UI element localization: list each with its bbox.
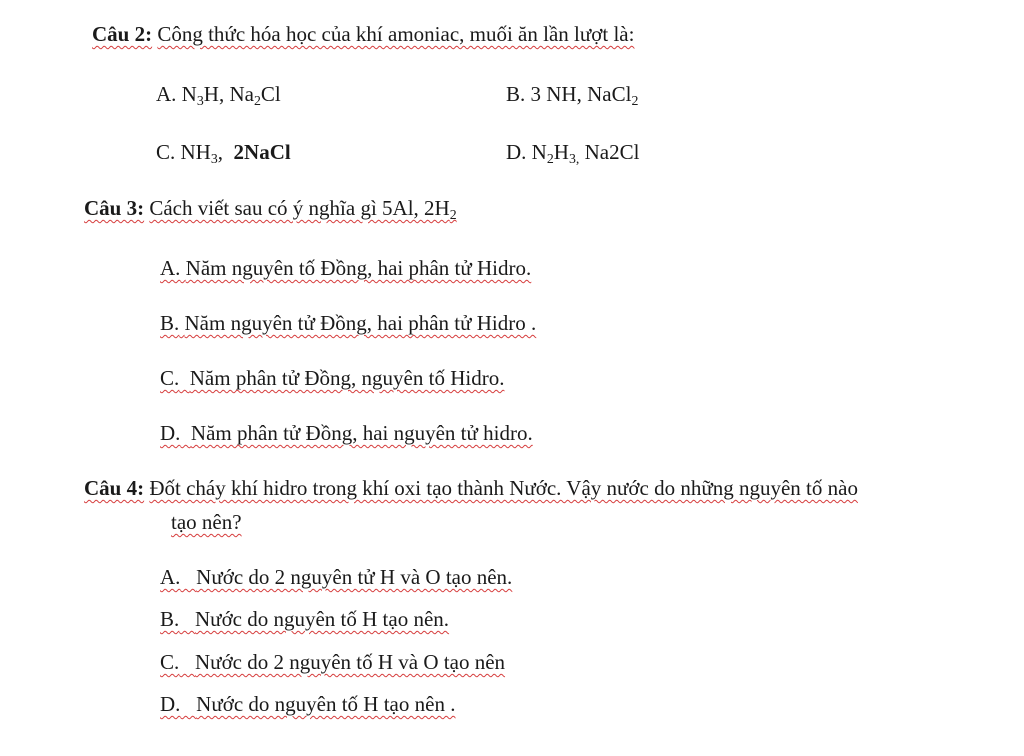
question-3-option-d: D. Năm phân tử Đồng, hai nguyên tử hidro. (160, 421, 533, 445)
question-3-label: Câu 3: (84, 196, 145, 220)
option-letter: C. (156, 140, 176, 164)
option-text: $N_3H$, $Na_2Cl$ (181, 82, 281, 108)
option-letter: B. (506, 82, 526, 106)
option-letter: A. (156, 82, 177, 106)
question-3-option-a: A. Năm nguyên tố Đồng, hai phân tử Hidro. (160, 256, 532, 280)
question-2-option-b (506, 82, 639, 108)
question-3-stem (84, 196, 457, 222)
question-4-text-continued: tạo nên? (171, 510, 242, 534)
question-2-text: Công thức hóa học của khí amoniac, muối ăn lần lượt là: (157, 22, 635, 46)
question-4-label: Câu 4: (84, 476, 145, 500)
question-4-option-d: D. Nước do nguyên tố H tạo nên . (160, 692, 456, 716)
question-2-option-a (156, 82, 281, 108)
option-text: $N_2H_{3,}$ Na2Cl (531, 140, 640, 166)
question-3-option-b: B. Năm nguyên tử Đồng, hai phân tử Hidro . (160, 311, 537, 335)
question-2-stem (92, 24, 634, 45)
question-3-option-c: C. Năm phân tử Đồng, nguyên tố Hidro. (160, 366, 505, 390)
question-2-option-c (156, 140, 291, 166)
question-4-option-b: B. Nước do nguyên tố H tạo nên. (160, 607, 450, 631)
option-text: $NH_3$, 2NaCl (180, 140, 291, 166)
question-4-option-a: A. Nước do 2 nguyên tử H và O tạo nên. (160, 565, 513, 589)
question-2-option-d (506, 140, 640, 166)
question-4-option-c: C. Nước do 2 nguyên tố H và O tạo nên (160, 650, 506, 674)
question-4-stem (84, 478, 858, 499)
question-2-label: Câu 2: (92, 22, 153, 46)
option-text: 3 NH, NaCl$_2$ (530, 82, 639, 108)
question-3-text: Cách viết sau có ý nghĩa gì 5Al, $2H_2$ (149, 196, 457, 222)
option-letter: D. (506, 140, 527, 164)
question-4-text: Đốt cháy khí hidro trong khí oxi tạo thành Nước. Vậy nước do những nguyên tố nào (149, 476, 858, 500)
